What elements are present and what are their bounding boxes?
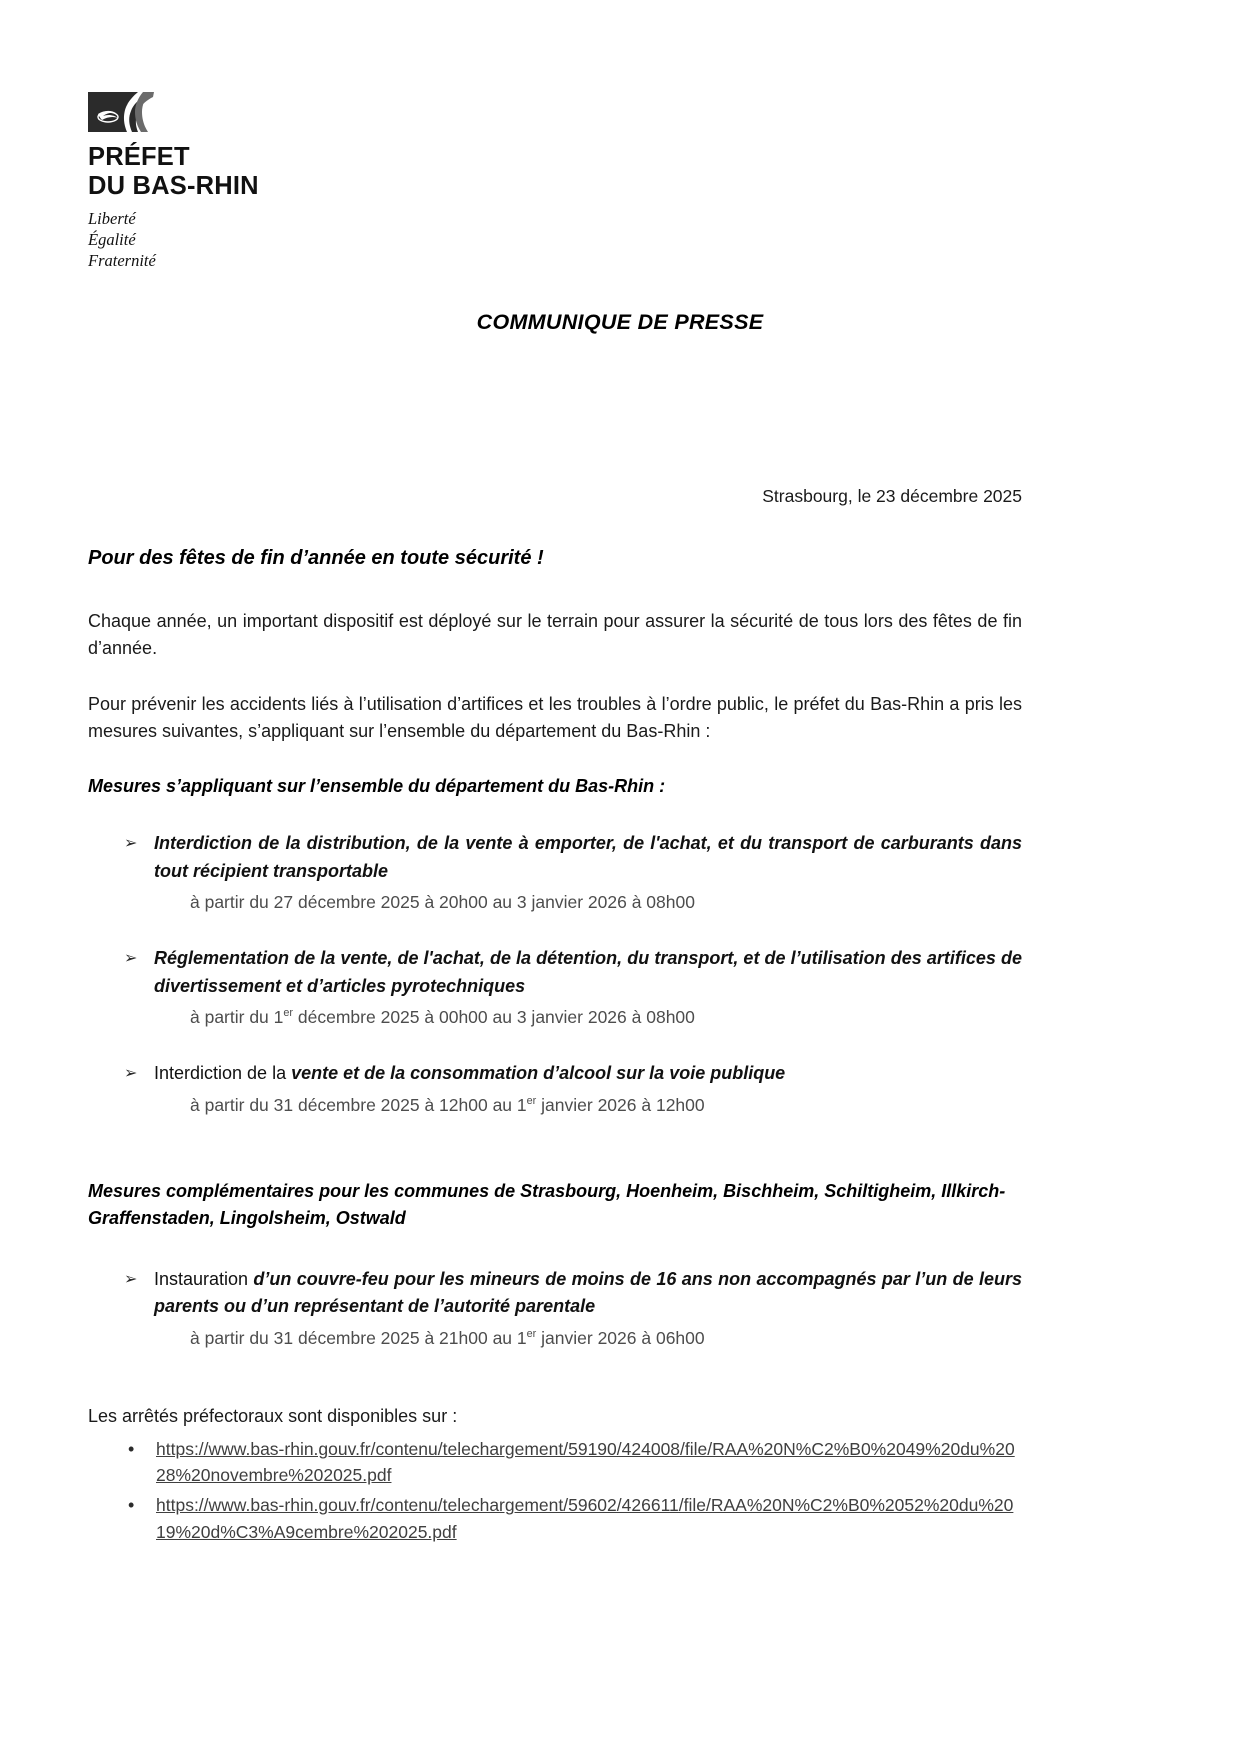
measure-date-suffix: janvier 2026 à 06h00 — [536, 1327, 705, 1348]
measure-date — [154, 1004, 1022, 1030]
measure-date-suffix: décembre 2025 à 00h00 au 3 janvier 2026 à 08h00 — [293, 1007, 695, 1028]
paragraph-measures-intro: Pour prévenir les accidents liés à l’utilisation d’artifices et les troubles à l’ordre public, le préfet du Bas-Rhin a pris les mesures suivantes, s’appliquant sur l’ensemble du département du Bas-Rhin : — [88, 693, 1022, 742]
measure-date-prefix: à partir du 31 décembre 2025 à 21h00 au 1 — [190, 1327, 527, 1348]
measure-text — [154, 945, 1022, 1000]
measure-list-general — [88, 830, 1022, 1118]
measure-date-suffix: janvier 2026 à 12h00 — [536, 1094, 705, 1115]
measure-text-plain: Interdiction de la — [154, 1063, 292, 1084]
spacer — [88, 1118, 1022, 1178]
motto-liberte: Liberté — [88, 209, 136, 229]
document-title: COMMUNIQUE DE PRESSE — [476, 310, 764, 334]
place-and-date: Strasbourg, le 23 décembre 2025 — [762, 486, 1022, 506]
section-heading-general: Mesures s’appliquant sur l’ensemble du département du Bas-Rhin : — [88, 776, 666, 797]
measure-date — [154, 889, 1022, 915]
measure-date-prefix: à partir du 31 décembre 2025 à 12h00 au 1 — [190, 1094, 527, 1115]
measure-date — [154, 1092, 1022, 1118]
links-intro: Les arrêtés préfectoraux sont disponibles sur : — [88, 1405, 458, 1426]
measure-text — [154, 1266, 1022, 1321]
prefecture-name-line1: PRÉFET — [88, 143, 190, 171]
section-heading-communes: Mesures complémentaires pour les communes de Strasbourg, Hoenheim, Bischheim, Schiltigheim, Illkirch-Graffenstaden, Lingolsheim, Ostwald — [88, 1180, 1006, 1228]
measure-item — [88, 1266, 1022, 1351]
prefecture-name-line2: DU BAS-RHIN — [88, 171, 259, 200]
measure-text-bold: Réglementation de la vente, de l'achat, de la détention, du transport, et de l’utilisation des artifices de divertissement et d’articles pyrotechniques — [154, 948, 1022, 996]
measure-text-bold: d’un couvre-feu pour les mineurs de moins de 16 ans non accompagnés par l’un de leurs parents ou d’un représentant de l’autorité parentale — [154, 1268, 1022, 1317]
measure-date-sup: er — [526, 1327, 537, 1340]
republic-motto — [88, 208, 388, 271]
document-body — [88, 486, 1022, 1549]
measure-text-bold: Interdiction de la distribution, de la vente à emporter, de l'achat, et du transport de carburants dans tout récipient transportable — [154, 833, 1022, 881]
lead-heading: Pour des fêtes de fin d’année en toute sécurité ! — [88, 547, 544, 569]
decree-link-list — [88, 1436, 1022, 1545]
list-item — [88, 1436, 1022, 1489]
motto-fraternite: Fraternité — [88, 251, 156, 271]
measure-text — [154, 830, 1022, 885]
measure-list-communes — [88, 1266, 1022, 1351]
paragraph-intro: Chaque année, un important dispositif est déployé sur le terrain pour assurer la sécurité de tous lors des fêtes de fin d’année. — [88, 611, 1022, 659]
measure-date-sup: er — [526, 1094, 537, 1107]
motto-egalite: Égalité — [88, 230, 136, 250]
arrow-bullet-icon: ➢ — [124, 1063, 138, 1083]
spacer — [88, 1351, 1022, 1403]
measure-item — [88, 1060, 1022, 1118]
bullet-dot-icon: • — [128, 1438, 135, 1459]
measure-date-prefix: à partir du 1 — [190, 1007, 284, 1028]
arrow-bullet-icon: ➢ — [124, 833, 138, 853]
bullet-dot-icon: • — [128, 1495, 135, 1516]
measure-date-prefix: à partir du 27 décembre 2025 à 20h00 au 3 janvier 2026 à 08h00 — [190, 892, 695, 913]
measure-text — [154, 1060, 1022, 1087]
arrow-bullet-icon: ➢ — [124, 948, 138, 968]
prefecture-name — [88, 143, 388, 200]
arrow-bullet-icon: ➢ — [124, 1268, 138, 1288]
measure-item — [88, 830, 1022, 915]
decree-link[interactable]: https://www.bas-rhin.gouv.fr/contenu/telechargement/59190/424008/file/RAA%20N%C2%B0%2049%20du%2028%20novembre%202025.pdf — [156, 1438, 1015, 1486]
letterhead — [88, 92, 388, 271]
list-item — [88, 1492, 1022, 1545]
decree-link[interactable]: https://www.bas-rhin.gouv.fr/contenu/telechargement/59602/426611/file/RAA%20N%C2%B0%2052%20du%2019%20d%C3%A9cembre%202025.pdf — [156, 1495, 1014, 1542]
measure-text-plain: Instauration — [154, 1268, 254, 1289]
marianne-logo-icon — [88, 92, 165, 132]
measure-item — [88, 945, 1022, 1030]
measure-text-bold: vente et de la consommation d’alcool sur la voie publique — [291, 1063, 786, 1084]
measure-date-sup: er — [283, 1007, 294, 1020]
measure-date — [154, 1325, 1022, 1351]
